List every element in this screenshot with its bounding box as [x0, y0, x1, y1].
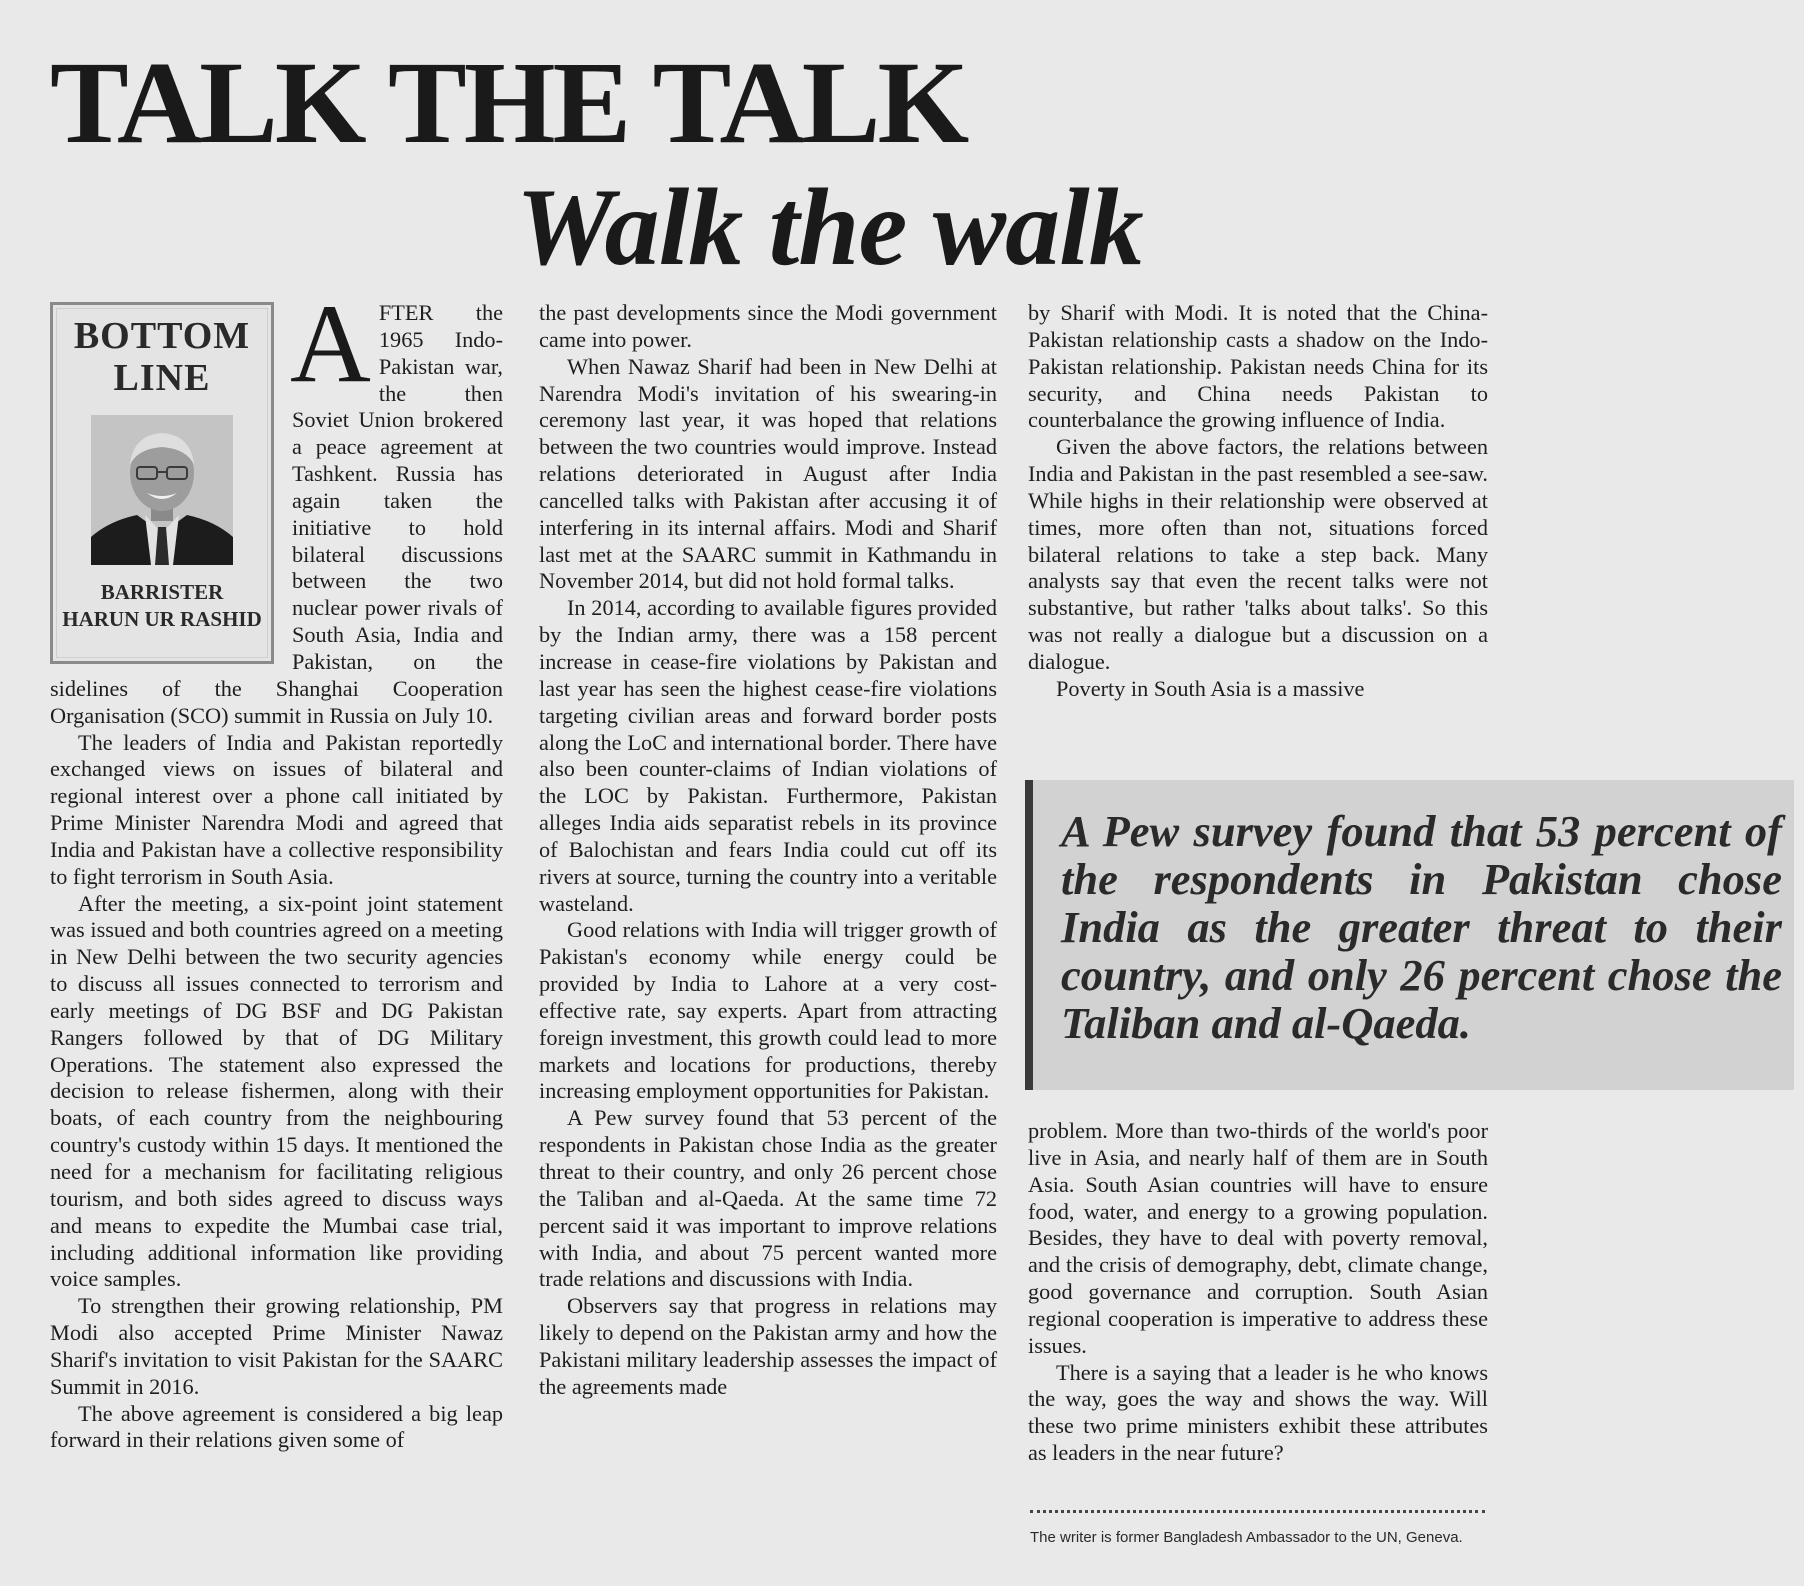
author-name-line2: HARUN UR RASHID [62, 607, 262, 631]
paragraph: Given the above factors, the relations between India and Pakistan in the past resembled a see-saw. While highs in their relationship were observed at times, more often than not, situations forced bilateral relations to take a step back. Many analysts say that even the recent talks were not substantive, but rather 'talks about talks'. So this was not really a dialogue but a discussion on a dialogue. [1028, 434, 1488, 674]
drop-cap: A [290, 282, 371, 406]
article-column-2 [539, 300, 997, 1401]
paragraph: Poverty in South Asia is a massive [1056, 675, 1365, 701]
column-name-line2: LINE [113, 357, 211, 399]
paragraph: Observers say that progress in relations may likely to depend on the Pakistan army and how the Pakistani military leadership assesses the impact of the agreements made [539, 1293, 997, 1399]
paragraph: problem. More than two-thirds of the world's poor live in Asia, and nearly half of them are in South Asia. South Asian countries will have to ensure food, water, and energy to a growing population. Besides, they have to deal with poverty removal, and the crisis of demography, debt, climate change, good governance and corruption. South Asian regional cooperation is imperative to address these issues. [1028, 1118, 1488, 1358]
paragraph: After the meeting, a six-point joint statement was issued and both countries agreed on a meeting in New Delhi between the two security agencies to discuss all issues connected to terrorism and early meetings of DG BSF and DG Pakistan Rangers followed by that of DG Military Operations. The statement also expressed the decision to release fishermen, along with their boats, of each country from the neighbouring country's custody within 15 days. It mentioned the need for a mechanism for facilitating religious tourism, and both sides agreed to discuss ways and means to expedite the Mumbai case trial, including additional information like providing voice samples. [50, 890, 503, 1292]
dotted-divider [1030, 1510, 1485, 1513]
subheadline: Walk the walk [516, 166, 1143, 288]
author-portrait-image [91, 415, 233, 565]
author-name-line1: BARRISTER [100, 580, 224, 604]
paragraph: The leaders of India and Pakistan reportedly exchanged views on issues of bilateral and regional interest over a phone call initiated by Prime Minister Narendra Modi and agreed that India and Pakistan have a collective responsibility to fight terrorism in South Asia. [50, 729, 503, 889]
author-photo [91, 415, 233, 565]
column-name-line1: BOTTOM [73, 315, 251, 357]
paragraph: In 2014, according to available figures provided by the Indian army, there was a 158 percent increase in cease-fire violations by Pakistan and last year has seen the highest cease-fire violations targeting civilian areas and forward border posts along the LoC and international border. There have also been counter-claims of Indian violations of the LOC by Pakistan. Furthermore, Pakistan alleges India aids separatist rebels in its province of Balochistan and fears India could cut off its rivers at source, turning the country into a veritable wasteland. [539, 595, 997, 916]
column-byline-box [50, 302, 274, 664]
paragraph: There is a saying that a leader is he who knows the way, goes the way and shows the way. Will these two prime ministers exhibit these attributes as leaders in the near future? [1028, 1359, 1488, 1466]
pull-quote-box [1025, 780, 1794, 1090]
article-column-3-bottom [1028, 1118, 1488, 1467]
author-name [53, 579, 271, 633]
paragraph: the past developments since the Modi government came into power. [539, 300, 997, 352]
paragraph: Good relations with India will trigger growth of Pakistan's economy while energy could be provided by India to Lahore at a very cost-effective rate, say experts. Apart from attracting foreign investment, this growth could lead to more markets and locations for productions, thereby increasing employment opportunities for Pakistan. [539, 917, 997, 1104]
paragraph: by Sharif with Modi. It is noted that the China-Pakistan relationship casts a shadow on the Indo-Pakistan relationship. Pakistan needs China for its security, and China needs Pakistan to counterbalance the growing influence of India. [1028, 300, 1488, 433]
writer-footnote: The writer is former Bangladesh Ambassador to the UN, Geneva. [1030, 1529, 1463, 1546]
column-name [53, 315, 271, 399]
paragraph: The above agreement is considered a big leap forward in their relations given some of [50, 1400, 503, 1453]
headline: TALK THE TALK [50, 37, 967, 168]
paragraph-text: FTER the 1965 Indo-Pakistan war, the then Soviet Union brokered a peace agreement at Tashkent. Russia has again taken the initiative to hold bilateral discussions between the two nuclear power rivals of South Asia, India and Pakistan, on the sidelines of the Shanghai Cooperation Organisation (SCO) summit in Russia on July 10. [50, 300, 503, 728]
paragraph: To strengthen their growing relationship, PM Modi also accepted Prime Minister Nawaz Sharif's invitation to visit Pakistan for the SAARC Summit in 2016. [50, 1293, 503, 1399]
paragraph: A Pew survey found that 53 percent of the respondents in Pakistan chose India as the greater threat to their country, and only 26 percent chose the Taliban and al-Qaeda. At the same time 72 percent said it was important to improve relations with India, and about 75 percent wanted more trade relations and discussions with India. [539, 1105, 997, 1292]
paragraph: When Nawaz Sharif had been in New Delhi at Narendra Modi's invitation of his swearing-in ceremony last year, it was hoped that relations between the two countries would improve. Instead relations deteriorated in August after India cancelled talks with Pakistan after accusing it of interfering in its internal affairs. Modi and Sharif last met at the SAARC summit in Kathmandu in November 2014, but did not hold formal talks. [539, 353, 997, 594]
pull-quote-text: A Pew survey found that 53 percent of the respondents in Pakistan chose India as the greater threat to their country, and only 26 percent chose the Taliban and al-Qaeda. [1061, 806, 1782, 1048]
article-column-3-top [1028, 300, 1488, 703]
article-column-1 [50, 282, 503, 1454]
